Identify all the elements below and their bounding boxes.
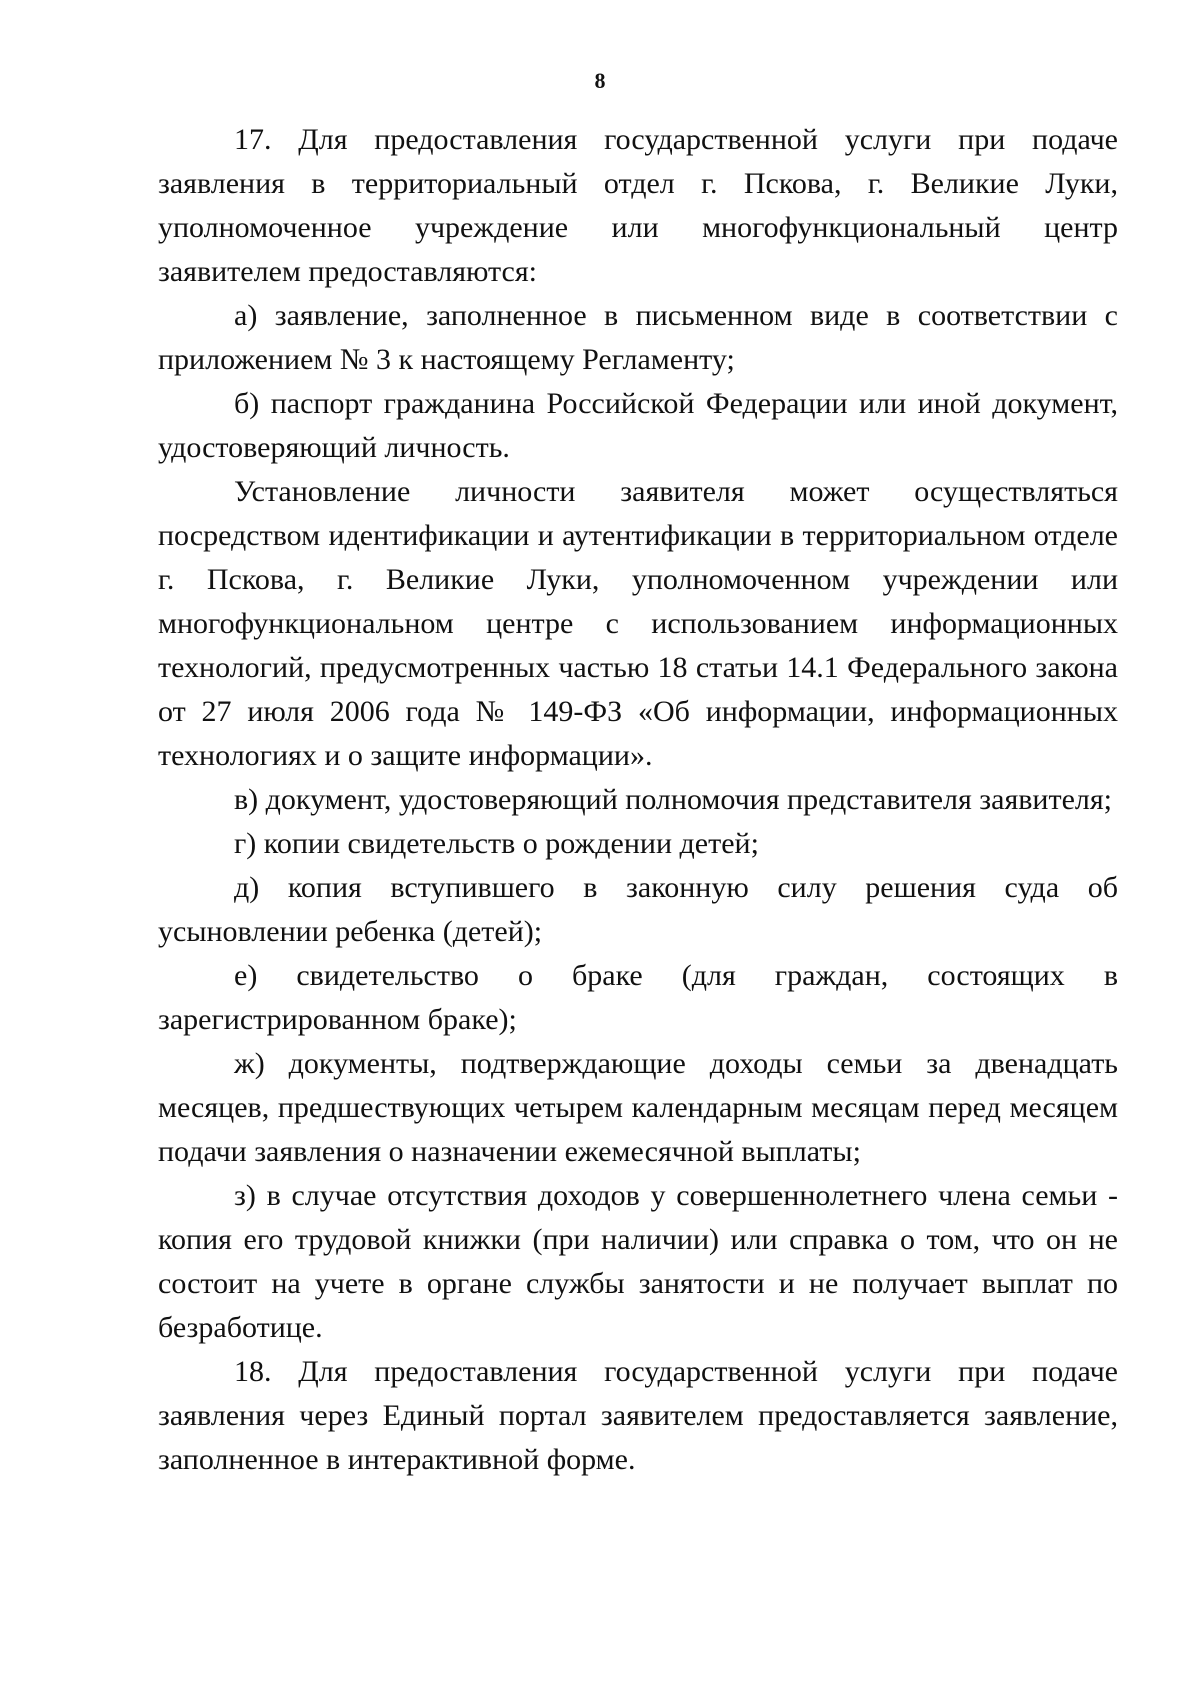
paragraph-identification: Установление личности заявителя может осуществляться посредством идентификации и аутентификации в территориальном отделе г. Пскова, г. Великие Луки, уполномоченном учреждении или многофункциональном центре с использованием информационных технологий, предусмотренных частью 18 статьи 14.1 Федерального закона от 27 июля 2006 года № 149-ФЗ «Об информации, информационных технологиях и о защите информации».: [158, 475, 1118, 772]
list-item-d: д) копия вступившего в законную силу решения суда об усыновлении ребенка (детей);: [158, 871, 1118, 948]
list-item-e: е) свидетельство о браке (для граждан, состоящих в зарегистрированном браке);: [158, 959, 1118, 1036]
list-item-z: з) в случае отсутствия доходов у совершеннолетнего члена семьи - копия его трудовой книжки (при наличии) или справка о том, что он не состоит на учете в органе службы занятости и не получает выплат по безработице.: [158, 1179, 1118, 1344]
list-item-v: в) документ, удостоверяющий полномочия представителя заявителя;: [234, 783, 1112, 816]
list-item-a: а) заявление, заполненное в письменном виде в соответствии с приложением № 3 к настоящему Регламенту;: [158, 299, 1118, 376]
paragraph-18: 18. Для предоставления государственной услуги при подаче заявления через Единый портал заявителем предоставляется заявление, заполненное в интерактивной форме.: [158, 1355, 1118, 1476]
document-body: [158, 118, 1118, 1482]
list-item-b: б) паспорт гражданина Российской Федерации или иной документ, удостоверяющий личность.: [158, 387, 1118, 464]
list-item-zh: ж) документы, подтверждающие доходы семьи за двенадцать месяцев, предшествующих четырем календарным месяцам перед месяцем подачи заявления о назначении ежемесячной выплаты;: [158, 1047, 1118, 1168]
page-number: 8: [594, 68, 606, 93]
paragraph-17: 17. Для предоставления государственной услуги при подаче заявления в территориальный отдел г. Пскова, г. Великие Луки, уполномоченное учреждение или многофункциональный центр заявителем предоставляются:: [158, 123, 1118, 288]
list-item-g: г) копии свидетельств о рождении детей;: [234, 827, 759, 860]
